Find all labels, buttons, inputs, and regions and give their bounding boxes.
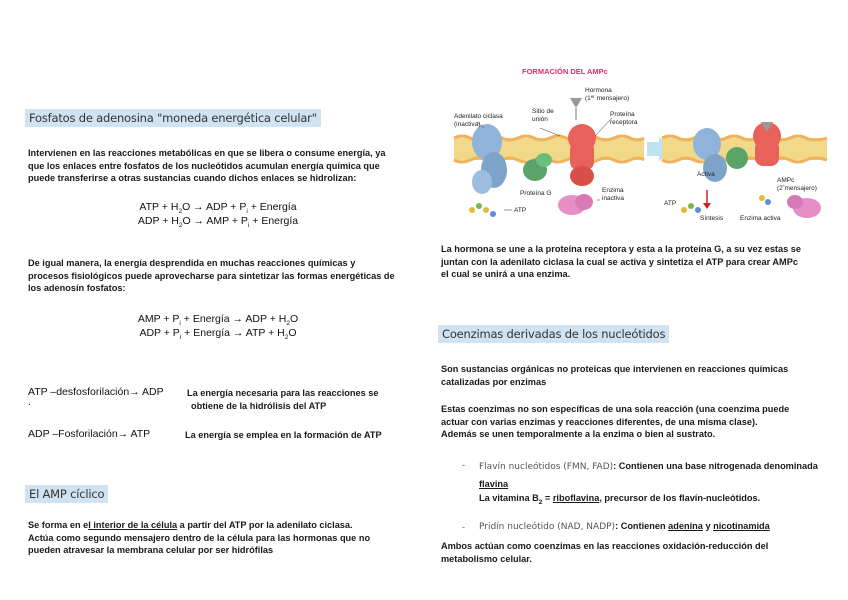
eq-sub: i <box>179 334 182 342</box>
label-sitio: Sitio de <box>532 108 554 115</box>
row-label: ATP –desfosforilación→ ADP <box>28 386 164 398</box>
link-interior-celula: l interior de la célula <box>88 520 178 530</box>
row-desfosforilacion-left <box>28 386 164 406</box>
label-part: (2 <box>777 185 783 192</box>
para-line: Estas coenzimas no son específicas de una sola reacción (una coenzima puede <box>441 404 790 414</box>
text-span: : Contienen <box>615 521 669 531</box>
paragraph-ambos <box>441 540 831 565</box>
para-line: los adenosín fosfatos: <box>28 283 126 294</box>
eq-text: O <box>288 327 297 339</box>
eq-text: + Energía <box>247 201 297 213</box>
receptor-hormona-shape <box>753 122 781 166</box>
enzima-activa-shape <box>787 195 821 218</box>
label-activa: Activa <box>697 171 715 178</box>
label-part: mensajero) <box>594 95 630 102</box>
bullet-line <box>479 459 839 474</box>
para-line: catalizadas por enzimas <box>441 376 547 387</box>
term-adenina: adenina <box>668 521 703 531</box>
label-proteina-g: Proteína G <box>520 190 552 197</box>
label-adenilato: Adenilato ciclasa <box>454 113 503 120</box>
label-receptora: receptora <box>610 119 638 126</box>
eq-text: ADP + H <box>137 215 179 227</box>
paragraph-hormona <box>441 243 831 281</box>
bullet-dash: - <box>462 522 465 532</box>
para-line: Además se unen temporalmente a la enzima o bien al sustrato. <box>441 429 716 440</box>
label-atp: ATP <box>514 207 527 214</box>
enzima-inactiva-shape <box>558 194 593 215</box>
label-hormona: Hormona <box>585 87 612 94</box>
para-line: metabolismo celular. <box>441 553 532 564</box>
text-span: = <box>542 493 553 503</box>
bullet-dash: - <box>462 460 465 470</box>
bullet-piridin <box>479 520 839 534</box>
paragraph-coenzimas-esp <box>441 403 831 441</box>
para-line: el cual se unirá a una enzima. <box>441 269 571 280</box>
label-union: unión <box>532 116 548 123</box>
eq-text: + Energía <box>249 215 299 227</box>
eq-sub: 2 <box>178 208 183 216</box>
bullet-term: Flavín nucleótidos (FMN, FAD) <box>479 462 614 472</box>
text-span: : Contienen una base nitrogenada denominada <box>613 461 818 471</box>
para-line: La hormona se une a la proteína receptora y esta a la proteína G, a su vez estas se <box>441 244 801 254</box>
heading-amp-ciclico: El AMP cíclico <box>25 485 108 503</box>
text-span: La vitamina B <box>479 493 539 503</box>
label-sup: º <box>782 184 785 189</box>
paragraph-amp-ciclico <box>28 519 418 557</box>
row-desfosforilacion-right <box>187 387 397 412</box>
atp-molecule-icon <box>469 203 496 217</box>
eq-sub: i <box>179 320 181 328</box>
para-line: De igual manera, la energía desprendida en muchas reacciones químicas y <box>28 258 356 268</box>
label-part: (1 <box>585 95 591 102</box>
para-line: que los enlaces entre fosfatos de los nucleótidos acumulan energía química que <box>28 160 380 171</box>
proteina-g-activa-shape <box>726 147 748 169</box>
equation-adp-synthesis <box>118 326 318 345</box>
hormona-icon <box>570 98 582 120</box>
label-mensajero-1 <box>585 94 629 102</box>
eq-text: ATP + H <box>139 201 179 213</box>
para-line: pueden atravesar la membrana celular por ser hidrófilas <box>28 545 274 556</box>
figure-title: FORMACIÓN DEL AMPc <box>522 67 608 76</box>
eq-text: O → ADP + P <box>182 201 247 213</box>
para-line: juntan con la adenilato ciclasa la cual se activa y sintetiza el ATP para crear AMPc <box>441 256 798 267</box>
label-atp-2: ATP <box>664 200 677 207</box>
paragraph-energia <box>28 257 418 295</box>
eq-text: ADP + P <box>139 327 180 339</box>
para-line: procesos fisiológicos puede aprovecharse para sintetizar las formas energéticas de <box>28 270 395 281</box>
sintesis-arrow-icon <box>703 190 711 209</box>
row-text: obtiene de la hidrólisis del ATP <box>191 400 327 411</box>
heading-coenzimas: Coenzimas derivadas de los nucleótidos <box>438 325 669 343</box>
label-sintesis: Síntesis <box>700 215 724 222</box>
label-inactiva: (inactiva) <box>454 121 481 128</box>
para-line: Intervienen en las reacciones metabólicas en que se libera o consume energía, ya <box>28 148 386 158</box>
text-span: a partir del ATP por la adenilato ciclasa. <box>177 520 353 530</box>
para-line: actuar con varias enzimas y reacciones diferentes, de una misma clase). <box>441 416 758 427</box>
para-line <box>28 519 418 532</box>
label-enzima-activa: Enzima activa <box>740 215 781 222</box>
label-sup: er <box>590 94 595 99</box>
bullet-term: Pridín nucleótido (NAD, NADP) <box>479 522 616 532</box>
label-ampc: AMPc <box>777 177 795 184</box>
text-span: y <box>702 521 714 531</box>
para-line: Ambos actúan como coenzimas en las reacciones oxidación-reducción del <box>441 541 769 551</box>
term-nicotinamida: nicotinamida <box>713 521 770 531</box>
bullet-line: flavina <box>479 479 509 489</box>
atp-molecule-right-icon <box>681 195 771 213</box>
label-part: mensajero) <box>784 185 817 192</box>
row-text: La energía necesaria para las reacciones se <box>187 388 379 398</box>
label-enzima-inactiva: inactiva <box>602 195 625 202</box>
bullet-flavin <box>479 459 839 510</box>
para-line: Actúa como segundo mensajero dentro de la célula para las hormonas que no <box>28 532 371 543</box>
proteina-receptora-shape <box>568 124 596 186</box>
row-fosforilacion-left: ADP –Fosforilación→ ATP <box>28 428 151 440</box>
heading-fosfatos: Fosfatos de adenosina "moneda energética celular" <box>25 109 321 127</box>
eq-text: + Energía → ATP + H <box>181 327 285 339</box>
eq-sub: 2 <box>284 334 289 342</box>
term-riboflavina: riboflavina <box>552 493 600 503</box>
bullet-line <box>479 491 839 510</box>
row-fosforilacion-right: La energía se emplea en la formación de ATP <box>185 430 382 440</box>
equation-adp-hydrolysis <box>118 214 318 233</box>
paragraph-fosfatos <box>28 147 418 185</box>
eq-text: O → AMP + P <box>182 215 248 227</box>
para-line: puede transferirse a otras sustancias cuando dichos enlaces se hidrolizan: <box>28 173 357 184</box>
eq-text: O <box>289 313 299 325</box>
label-proteina: Proteína <box>610 111 635 118</box>
eq-text: AMP + P <box>137 313 180 325</box>
text-span: Se forma en e <box>28 520 89 530</box>
row-dot: . <box>28 396 31 408</box>
eq-sub: i <box>247 222 250 230</box>
eq-sub: 2 <box>178 222 183 230</box>
eq-text: + Energía → ADP + H <box>180 313 287 325</box>
para-line: Son sustancias orgánicas no proteicas que intervienen en reacciones químicas <box>441 364 789 374</box>
paragraph-coenzimas-def <box>441 363 831 388</box>
eq-sub: i <box>246 208 248 216</box>
label-enzima: Enzima <box>602 187 624 194</box>
ampc-formation-figure <box>452 60 832 230</box>
text-sub: 2 <box>538 498 543 506</box>
eq-sub: 2 <box>286 320 290 328</box>
text-span: , precursor de los flavín-nucleótidos. <box>599 493 761 503</box>
label-mensajero-2 <box>777 184 817 192</box>
